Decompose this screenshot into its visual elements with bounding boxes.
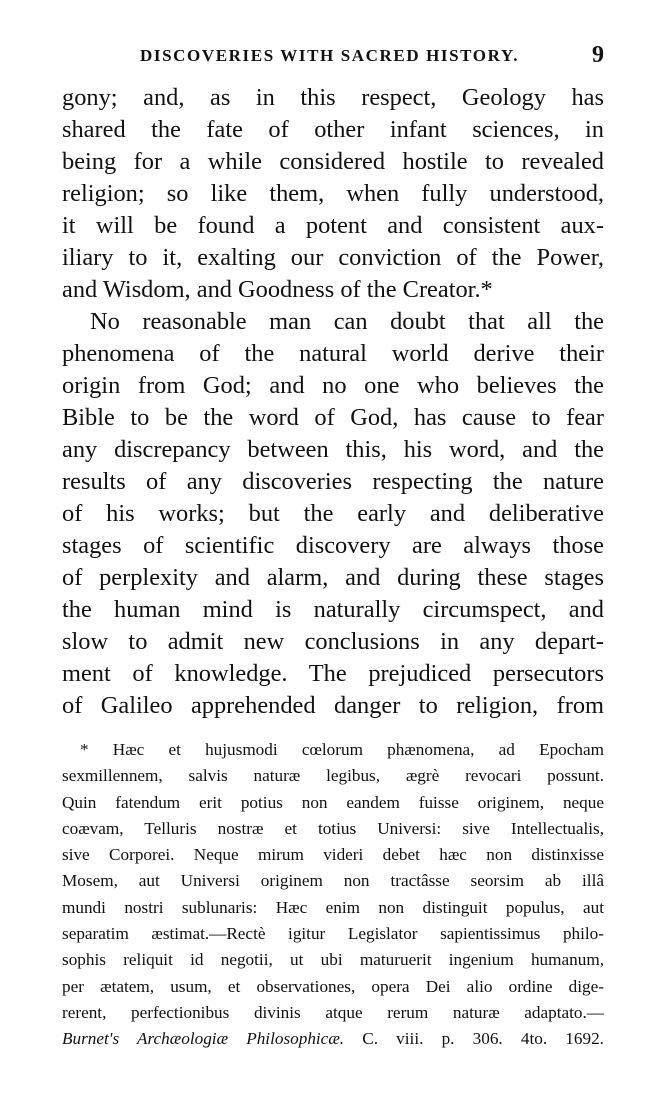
running-head <box>62 42 604 74</box>
footnote-citation <box>62 1026 604 1052</box>
body-line: of perplexity and alarm, and during these stages <box>62 564 604 591</box>
body-line: ment of knowledge. The prejudiced persecutors <box>62 660 604 687</box>
running-title: DISCOVERIES WITH SACRED HISTORY. <box>140 46 520 65</box>
body-line: phenomena of the natural world derive their <box>62 340 604 367</box>
body-line: it will be found a potent and consistent aux- <box>62 212 604 239</box>
body-text <box>62 82 604 722</box>
body-line: slow to admit new conclusions in any depart- <box>62 628 604 655</box>
body-line: results of any discoveries respecting the nature <box>62 468 604 495</box>
citation-work-title: Burnet's Archæologiæ Philosophicæ. <box>62 1029 345 1049</box>
body-line: any discrepancy between this, his word, and the <box>62 436 604 463</box>
footnote-line: coævam, Telluris nostræ et totius Universi: sive Intellectualis, <box>62 818 604 838</box>
body-line: religion; so like them, when fully understood, <box>62 180 604 207</box>
footnote-line: Mosem, aut Universi originem non tractâsse seorsim ab illâ <box>62 871 604 891</box>
footnote-line: * Hæc et hujusmodi cœlorum phænomena, ad Epocham <box>80 740 604 759</box>
footnote-line: mundi nostri sublunaris: Hæc enim non distinguit populus, aut <box>62 897 604 917</box>
body-line: No reasonable man can doubt that all the <box>90 308 604 335</box>
footnote-line: rerent, perfectionibus divinis atque rerum naturæ adaptato.— <box>62 1002 604 1022</box>
body-line: of his works; but the early and deliberative <box>62 500 604 527</box>
body-line: and Wisdom, and Goodness of the Creator.* <box>62 276 493 303</box>
footnote-line: per ætatem, usum, et observationes, opera Dei alio ordine dige- <box>62 976 604 996</box>
footnote-line: separatim æstimat.—Rectè igitur Legislator sapientissimus philo- <box>62 924 604 944</box>
body-line: stages of scientific discovery are always those <box>62 532 604 559</box>
footnote-line: sexmillennem, salvis naturæ legibus, ægrè revocari possunt. <box>62 766 604 786</box>
body-line: gony; and, as in this respect, Geology has <box>62 84 604 111</box>
footnote-line: Quin fatendum erit potius non eandem fuisse originem, neque <box>62 792 604 812</box>
body-line: being for a while considered hostile to revealed <box>62 148 604 175</box>
body-line: iliary to it, exalting our conviction of the Power, <box>62 244 604 271</box>
page-number: 9 <box>592 42 604 68</box>
citation-reference: C. viii. p. 306. 4to. 1692. <box>362 1029 604 1049</box>
footnote-line: sophis reliquit id negotii, ut ubi maturuerit ingenium humanum, <box>62 950 604 970</box>
body-line: Bible to be the word of God, has cause to fear <box>62 404 604 431</box>
body-line: shared the fate of other infant sciences, in <box>62 116 604 143</box>
footnote-line: sive Corporei. Neque mirum videri debet hæc non distinxisse <box>62 845 604 865</box>
footnote <box>62 737 604 1053</box>
body-line: the human mind is naturally circumspect, and <box>62 596 604 623</box>
body-line: origin from God; and no one who believes the <box>62 372 604 399</box>
body-line: of Galileo apprehended danger to religion, from <box>62 692 604 719</box>
